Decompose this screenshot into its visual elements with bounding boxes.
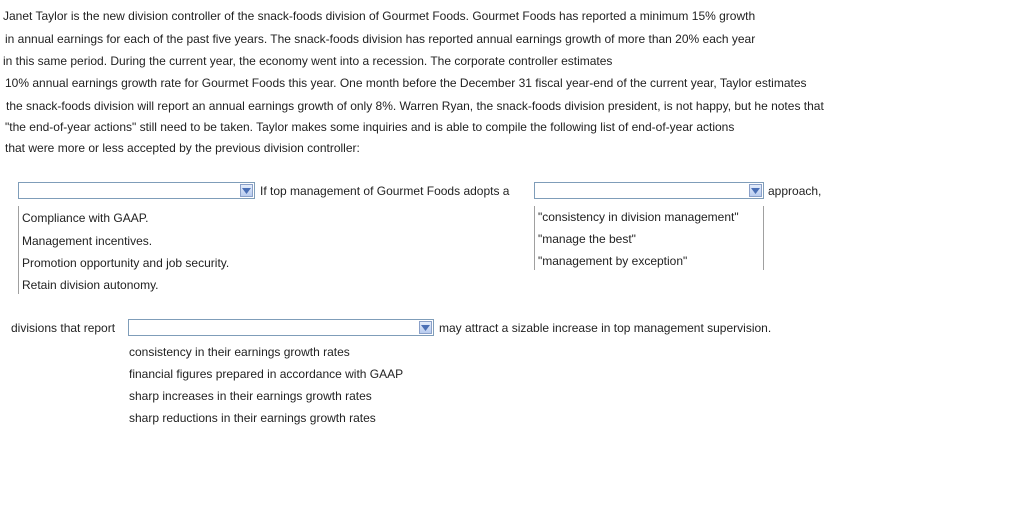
dropdown-1-option[interactable]: Compliance with GAAP. xyxy=(22,211,149,225)
question2-text-end: may attract a sizable increase in top management supervision. xyxy=(439,321,772,335)
dropdown-3-option-list xyxy=(126,343,436,431)
dropdown-3-option[interactable]: sharp reductions in their earnings growth rates xyxy=(129,411,376,425)
paragraph-line: that were more or less accepted by the previous division controller: xyxy=(5,141,360,155)
chevron-down-icon[interactable] xyxy=(240,184,253,197)
paragraph-line: in annual earnings for each of the past five years. The snack-foods division has reported annual earnings growth of more than 20% each year xyxy=(5,32,756,46)
dropdown-2[interactable] xyxy=(534,182,764,199)
paragraph-line: the snack-foods division will report an annual earnings growth of only 8%. Warren Ryan, the snack-foods division president, is not happy, but he notes that xyxy=(6,99,824,113)
dropdown-2-option[interactable]: "manage the best" xyxy=(538,232,636,246)
dropdown-3[interactable] xyxy=(128,319,434,336)
dropdown-1-option-list xyxy=(18,206,258,294)
question2-text-start: divisions that report xyxy=(11,321,116,335)
question1-text-middle: If top management of Gourmet Foods adopts a xyxy=(260,184,510,198)
paragraph-line: "the end-of-year actions" still need to be taken. Taylor makes some inquiries and is able to compile the following list of end-of-year actions xyxy=(5,120,735,134)
dropdown-1-option[interactable]: Promotion opportunity and job security. xyxy=(22,256,230,270)
dropdown-3-option[interactable]: financial figures prepared in accordance with GAAP xyxy=(129,367,404,381)
dropdown-3-option[interactable]: consistency in their earnings growth rates xyxy=(129,345,350,359)
dropdown-1-option[interactable]: Management incentives. xyxy=(22,234,153,248)
dropdown-3-option[interactable]: sharp increases in their earnings growth rates xyxy=(129,389,372,403)
dropdown-2-option-list xyxy=(534,206,764,270)
dropdown-2-option[interactable]: "consistency in division management" xyxy=(538,210,739,224)
dropdown-1-option[interactable]: Retain division autonomy. xyxy=(22,278,159,292)
chevron-down-icon[interactable] xyxy=(419,321,432,334)
dropdown-2-option[interactable]: "management by exception" xyxy=(538,254,688,268)
paragraph-line: 10% annual earnings growth rate for Gourmet Foods this year. One month before the December 31 fiscal year-end of the current year, Taylor estimates xyxy=(5,76,807,90)
paragraph-line: Janet Taylor is the new division controller of the snack-foods division of Gourmet Foods. Gourmet Foods has reported a minimum 15% growth xyxy=(3,9,756,23)
question1-text-end: approach, xyxy=(768,184,822,198)
chevron-down-icon[interactable] xyxy=(749,184,762,197)
dropdown-1[interactable] xyxy=(18,182,255,199)
paragraph-line: in this same period. During the current year, the economy went into a recession. The corporate controller estimates xyxy=(3,54,613,68)
